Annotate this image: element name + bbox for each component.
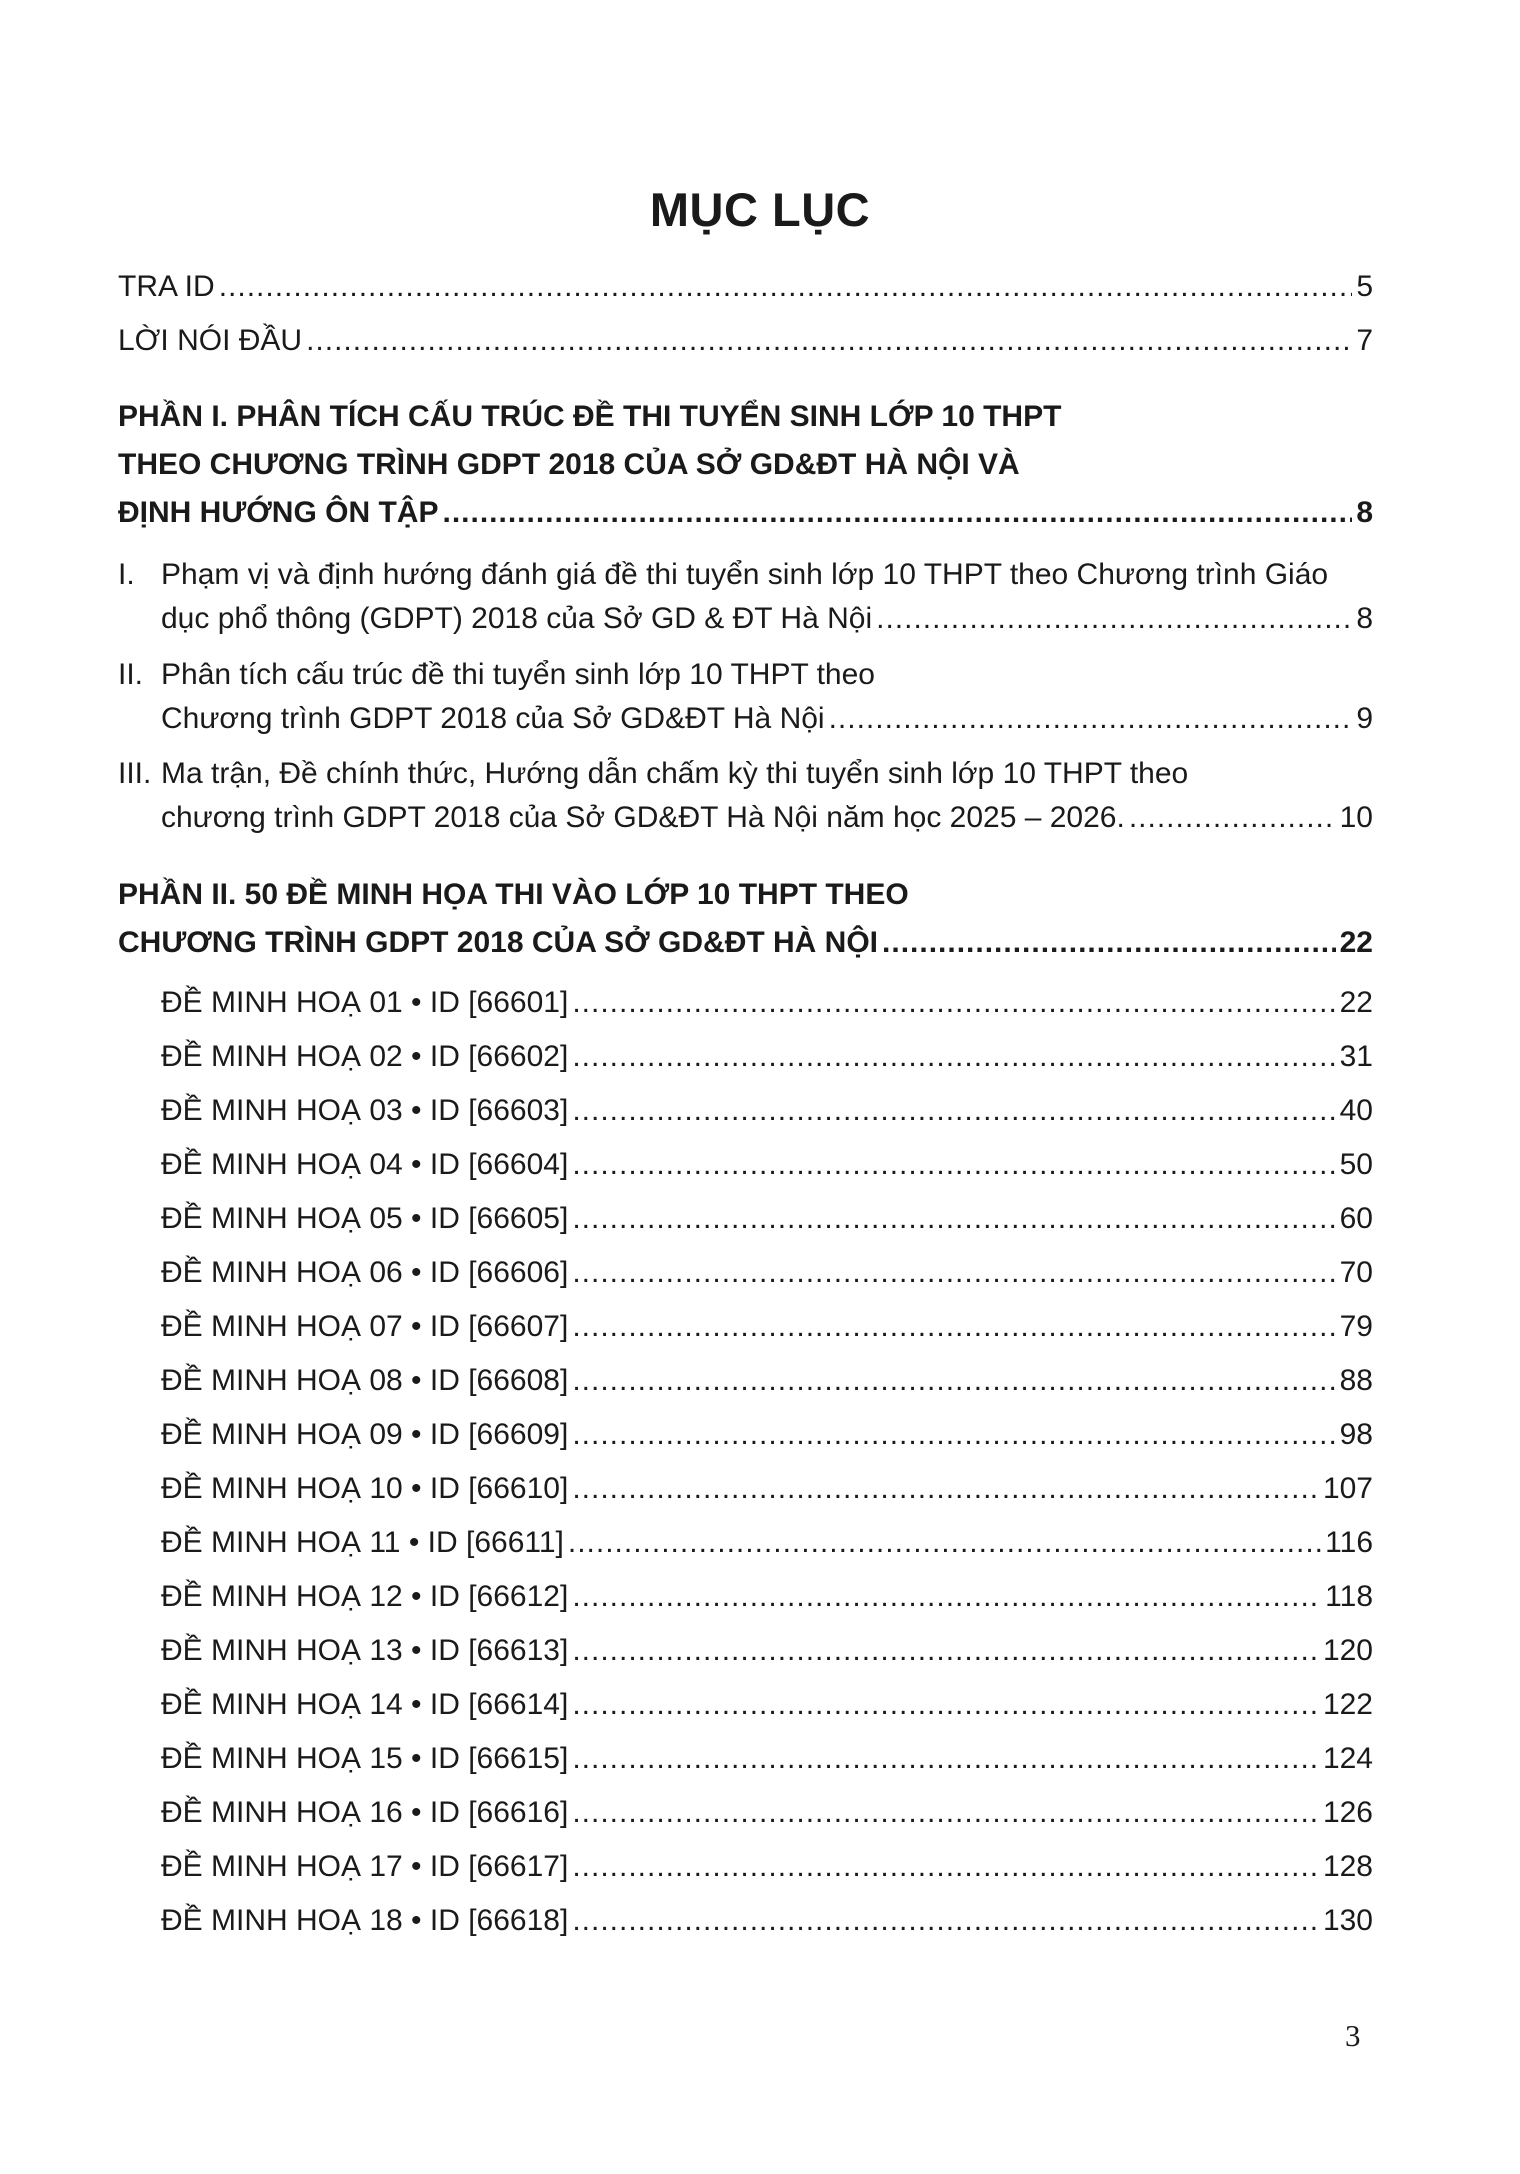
dot-leader bbox=[572, 1308, 1335, 1346]
dot-leader bbox=[572, 1092, 1335, 1130]
exam-page: 79 bbox=[1339, 1310, 1373, 1343]
exam-page: 50 bbox=[1339, 1148, 1373, 1181]
exam-label: ĐỀ MINH HOẠ 08 • ID [66608] bbox=[161, 1364, 569, 1397]
exam-page: 60 bbox=[1339, 1202, 1373, 1235]
dot-leader bbox=[572, 1578, 1321, 1616]
exam-page: 118 bbox=[1325, 1580, 1373, 1613]
exam-label: ĐỀ MINH HOẠ 01 • ID [66601] bbox=[161, 986, 569, 1019]
exam-entry[interactable] bbox=[161, 1146, 1373, 1184]
dot-leader bbox=[572, 1038, 1335, 1076]
exam-label: ĐỀ MINH HOẠ 10 • ID [66610] bbox=[161, 1472, 569, 1505]
part2-line2: CHƯƠNG TRÌNH GDPT 2018 CỦA SỞ GD&ĐT HÀ NỘI bbox=[118, 926, 879, 959]
exam-entry[interactable] bbox=[161, 1632, 1373, 1670]
exam-page: 120 bbox=[1322, 1634, 1373, 1667]
exam-entry[interactable] bbox=[161, 1416, 1373, 1454]
entry-label: LỜI NÓI ĐẦU bbox=[118, 324, 303, 357]
exam-page: 88 bbox=[1339, 1364, 1373, 1397]
entry-page: 7 bbox=[1356, 324, 1373, 357]
part1-line2: THEO CHƯƠNG TRÌNH GDPT 2018 CỦA SỞ GD&ĐT HÀ NỘI VÀ bbox=[118, 448, 1020, 481]
exam-label: ĐỀ MINH HOẠ 05 • ID [66605] bbox=[161, 1202, 569, 1235]
dot-leader bbox=[572, 1740, 1319, 1778]
exam-label: ĐỀ MINH HOẠ 04 • ID [66604] bbox=[161, 1148, 569, 1181]
part2-page: 22 bbox=[1339, 926, 1373, 959]
exam-entry[interactable] bbox=[161, 1200, 1373, 1238]
dot-leader bbox=[572, 1146, 1335, 1184]
page-title: MỤC LỤC bbox=[649, 183, 871, 236]
exam-page: 128 bbox=[1322, 1850, 1373, 1883]
dot-leader bbox=[882, 924, 1336, 962]
section-page: 8 bbox=[1356, 602, 1373, 635]
exam-entry[interactable] bbox=[161, 984, 1373, 1022]
section-number: III. bbox=[118, 757, 152, 790]
part1-line3: ĐỊNH HƯỚNG ÔN TẬP bbox=[118, 496, 439, 529]
dot-leader bbox=[572, 1632, 1319, 1670]
section-number: II. bbox=[118, 658, 144, 691]
exam-label: ĐỀ MINH HOẠ 06 • ID [66606] bbox=[161, 1256, 569, 1289]
exam-page: 70 bbox=[1339, 1256, 1373, 1289]
toc-entry-loi-noi-dau[interactable] bbox=[118, 322, 1373, 360]
part1-line1: PHẦN I. PHÂN TÍCH CẤU TRÚC ĐỀ THI TUYỂN SINH LỚP 10 THPT bbox=[118, 400, 1062, 433]
dot-leader bbox=[1129, 799, 1336, 837]
exam-page: 40 bbox=[1339, 1094, 1373, 1127]
toc-entry-tra-id[interactable] bbox=[118, 268, 1373, 306]
section-line1: Phạm vị và định hướng đánh giá đề thi tuyển sinh lớp 10 THPT theo Chương trình Giáo bbox=[161, 558, 1329, 591]
exam-entry[interactable] bbox=[161, 1740, 1373, 1778]
dot-leader bbox=[572, 1848, 1319, 1886]
exam-page: 130 bbox=[1322, 1904, 1373, 1937]
exam-label: ĐỀ MINH HOẠ 03 • ID [66603] bbox=[161, 1094, 569, 1127]
exam-label: ĐỀ MINH HOẠ 11 • ID [66611] bbox=[161, 1526, 564, 1559]
section-number: I. bbox=[118, 558, 135, 591]
exam-label: ĐỀ MINH HOẠ 18 • ID [66618] bbox=[161, 1904, 569, 1937]
exam-label: ĐỀ MINH HOẠ 15 • ID [66615] bbox=[161, 1742, 569, 1775]
dot-leader bbox=[572, 1470, 1319, 1508]
dot-leader bbox=[572, 1200, 1335, 1238]
exam-entry[interactable] bbox=[161, 1578, 1373, 1616]
page-number: 3 bbox=[1345, 2018, 1361, 2053]
exam-page: 126 bbox=[1322, 1796, 1373, 1829]
toc-section-1[interactable] bbox=[118, 556, 1373, 642]
exam-entry[interactable] bbox=[161, 1470, 1373, 1508]
exam-label: ĐỀ MINH HOẠ 09 • ID [66609] bbox=[161, 1418, 569, 1451]
dot-leader bbox=[568, 1524, 1321, 1562]
exam-entry[interactable] bbox=[161, 1362, 1373, 1400]
exam-label: ĐỀ MINH HOẠ 14 • ID [66614] bbox=[161, 1688, 569, 1721]
toc-section-2[interactable] bbox=[118, 656, 1373, 742]
dot-leader bbox=[572, 1416, 1335, 1454]
exam-page: 98 bbox=[1339, 1418, 1373, 1451]
exam-entry[interactable] bbox=[161, 1092, 1373, 1130]
dot-leader bbox=[572, 1902, 1319, 1940]
exam-label: ĐỀ MINH HOẠ 02 • ID [66602] bbox=[161, 1040, 569, 1073]
section-line2: dục phổ thông (GDPT) 2018 của Sở GD & ĐT Hà Nội bbox=[161, 602, 873, 635]
part2-line1: PHẦN II. 50 ĐỀ MINH HỌA THI VÀO LỚP 10 THPT THEO bbox=[118, 878, 909, 911]
dot-leader bbox=[572, 1362, 1335, 1400]
section-line1: Ma trận, Đề chính thức, Hướng dẫn chấm kỳ thi tuyển sinh lớp 10 THPT theo bbox=[161, 757, 1189, 790]
entry-label: TRA ID bbox=[118, 270, 215, 303]
exam-entry[interactable] bbox=[161, 1902, 1373, 1940]
exam-page: 116 bbox=[1325, 1526, 1373, 1559]
dot-leader bbox=[876, 600, 1352, 638]
exam-label: ĐỀ MINH HOẠ 13 • ID [66613] bbox=[161, 1634, 569, 1667]
exam-entry[interactable] bbox=[161, 1848, 1373, 1886]
section-line1: Phân tích cấu trúc đề thi tuyển sinh lớp 10 THPT theo bbox=[161, 658, 875, 691]
exam-entry[interactable] bbox=[161, 1686, 1373, 1724]
exam-entry[interactable] bbox=[161, 1254, 1373, 1292]
section-page: 9 bbox=[1356, 702, 1373, 735]
exam-page: 107 bbox=[1322, 1472, 1373, 1505]
dot-leader bbox=[219, 268, 1353, 306]
exam-entry[interactable] bbox=[161, 1794, 1373, 1832]
dot-leader bbox=[572, 1254, 1335, 1292]
section-line2: Chương trình GDPT 2018 của Sở GD&ĐT Hà Nội bbox=[161, 702, 825, 735]
dot-leader bbox=[572, 1686, 1319, 1724]
dot-leader bbox=[572, 984, 1335, 1022]
entry-page: 5 bbox=[1356, 270, 1373, 303]
exam-label: ĐỀ MINH HOẠ 07 • ID [66607] bbox=[161, 1310, 569, 1343]
exam-label: ĐỀ MINH HOẠ 16 • ID [66616] bbox=[161, 1796, 569, 1829]
toc-section-3[interactable] bbox=[118, 755, 1373, 841]
exam-entry[interactable] bbox=[161, 1524, 1373, 1562]
exam-page: 22 bbox=[1339, 986, 1373, 1019]
exam-label: ĐỀ MINH HOẠ 12 • ID [66612] bbox=[161, 1580, 569, 1613]
part1-page: 8 bbox=[1356, 496, 1373, 529]
toc-part-1[interactable] bbox=[118, 398, 1373, 532]
dot-leader bbox=[829, 700, 1353, 738]
toc-part-2[interactable] bbox=[118, 876, 1373, 962]
dot-leader bbox=[572, 1794, 1319, 1832]
exam-entry[interactable] bbox=[161, 1308, 1373, 1346]
exam-label: ĐỀ MINH HOẠ 17 • ID [66617] bbox=[161, 1850, 569, 1883]
exam-entry[interactable] bbox=[161, 1038, 1373, 1076]
exam-page: 31 bbox=[1339, 1040, 1373, 1073]
section-page: 10 bbox=[1339, 801, 1373, 834]
dot-leader bbox=[442, 494, 1352, 532]
exam-page: 124 bbox=[1322, 1742, 1373, 1775]
dot-leader bbox=[306, 322, 1352, 360]
exam-page: 122 bbox=[1322, 1688, 1373, 1721]
section-line2: chương trình GDPT 2018 của Sở GD&ĐT Hà Nội năm học 2025 – 2026. bbox=[161, 801, 1125, 834]
